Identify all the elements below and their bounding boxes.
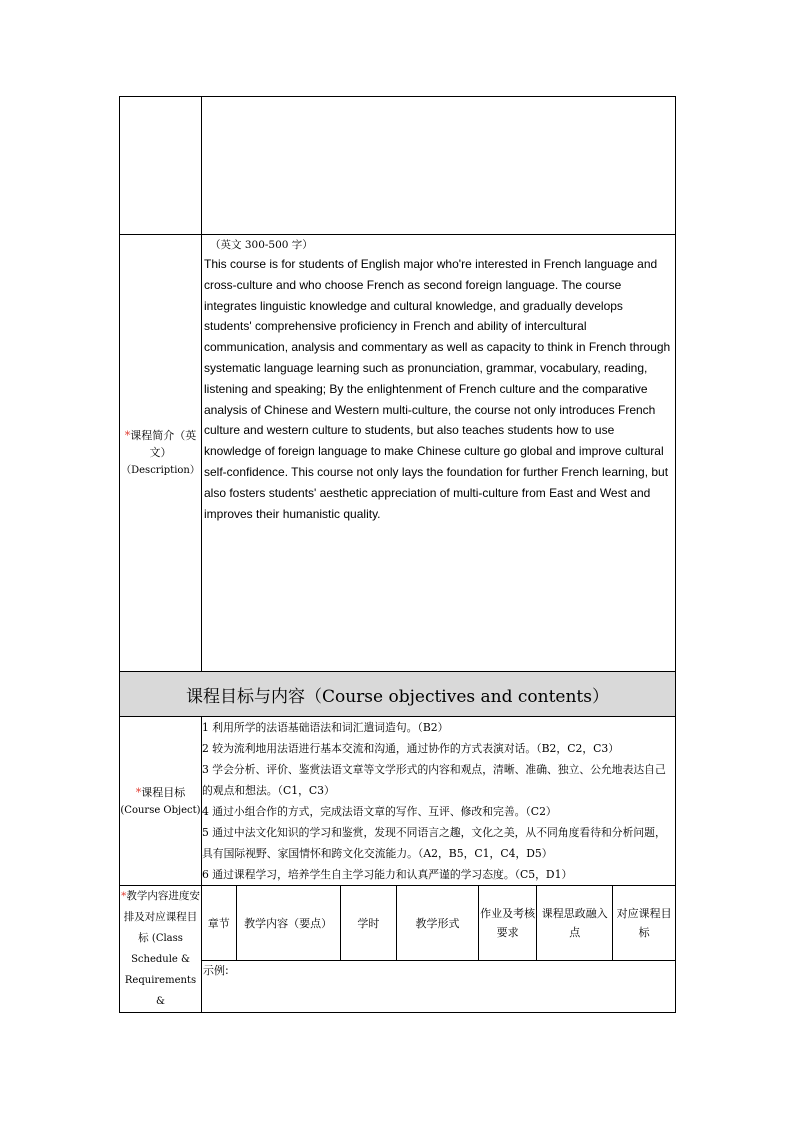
schedule-label xyxy=(120,886,202,1013)
header-objective: 对应课程目标 xyxy=(613,886,675,961)
top-blank-label-cell xyxy=(120,97,202,235)
required-star: * xyxy=(124,429,131,442)
description-heading: （英文 300-500 字） xyxy=(210,239,313,251)
objective-item: 2 较为流利地用法语进行基本交流和沟通，通过协作的方式表演对话。（B2，C2，C3） xyxy=(202,742,620,755)
schedule-content xyxy=(202,886,676,1013)
schedule-example: 示例: xyxy=(203,964,229,977)
objectives-label-text: 课程目标 xyxy=(141,785,186,799)
course-table xyxy=(119,96,676,1013)
description-content xyxy=(202,235,676,672)
header-assessment: 作业及考核要求 xyxy=(479,886,537,961)
top-blank-row xyxy=(120,97,676,235)
section-title: 课程目标与内容（Course objectives and contents） xyxy=(120,672,676,717)
header-chapter: 章节 xyxy=(202,886,236,961)
objective-item: 3 学会分析、评价、鉴赏法语文章等文学形式的内容和观点，清晰、准确、独立、公允地表达自己的观点和想法。（C1，C3） xyxy=(202,763,666,797)
objectives-row xyxy=(120,717,676,886)
objectives-content xyxy=(202,717,676,886)
description-label-en: （Description） xyxy=(121,465,200,476)
header-content: 教学内容（要点） xyxy=(236,886,340,961)
schedule-header-row xyxy=(202,886,675,961)
schedule-table xyxy=(202,886,675,983)
objective-item: 4 通过小组合作的方式，完成法语文章的写作、互评、修改和完善。（C2） xyxy=(202,805,557,818)
schedule-label-text: 教学内容进度安排及对应课程目标 xyxy=(123,890,200,944)
header-form: 教学形式 xyxy=(396,886,478,961)
objective-item: 1 利用所学的法语基础语法和词汇遣词造句。（B2） xyxy=(202,721,449,734)
course-form xyxy=(119,96,675,1013)
schedule-example-row xyxy=(202,961,675,984)
schedule-label-en: (Class Schedule & Requirements & xyxy=(124,933,197,1007)
objective-item: 5 通过中法文化知识的学习和鉴赏，发现不同语言之趣，文化之美，从不同角度看待和分析问题，具有国际视野、家国情怀和跨文化交流能力。（A2，B5，C1，C4，D5） xyxy=(202,826,666,860)
description-label xyxy=(120,235,202,672)
required-star: * xyxy=(121,890,127,902)
objectives-label xyxy=(120,717,202,886)
top-blank-content-cell xyxy=(202,97,676,235)
objective-item: 6 通过课程学习，培养学生自主学习能力和认真严谨的学习态度。（C5，D1） xyxy=(202,868,573,881)
header-hours: 学时 xyxy=(340,886,396,961)
required-star: * xyxy=(135,785,142,799)
section-title-row xyxy=(120,672,676,717)
description-row xyxy=(120,235,676,672)
description-text: This course is for students of English major who're interested in French language and cross-culture and who choose French as second foreign language. The course integrates linguistic knowledge and cultural knowledge, and gradually develops students' comprehensive proficiency in French and ability of intercultural communication, analysis and commentary as well as capacity to think in French through systematic language learning such as pronunciation, grammar, vocabulary, reading, listening and speaking; By the enlightenment of French culture and the comparative analysis of Chinese and Western multi-culture, the course not only introduces French culture and western culture to students, but also teaches students how to use knowledge of foreign language to make Chinese culture go global and improve cultural self-confidence. This course not only lays the foundation for further French learning, but also fosters students' aesthetic appreciation of multi-culture from East and West and improves their humanistic quality. xyxy=(204,257,671,521)
header-ideology: 课程思政融入点 xyxy=(537,886,613,961)
description-label-text: 课程简介（英文） xyxy=(130,429,197,459)
objectives-label-en: (Course Object) xyxy=(120,804,201,816)
schedule-row xyxy=(120,886,676,1013)
